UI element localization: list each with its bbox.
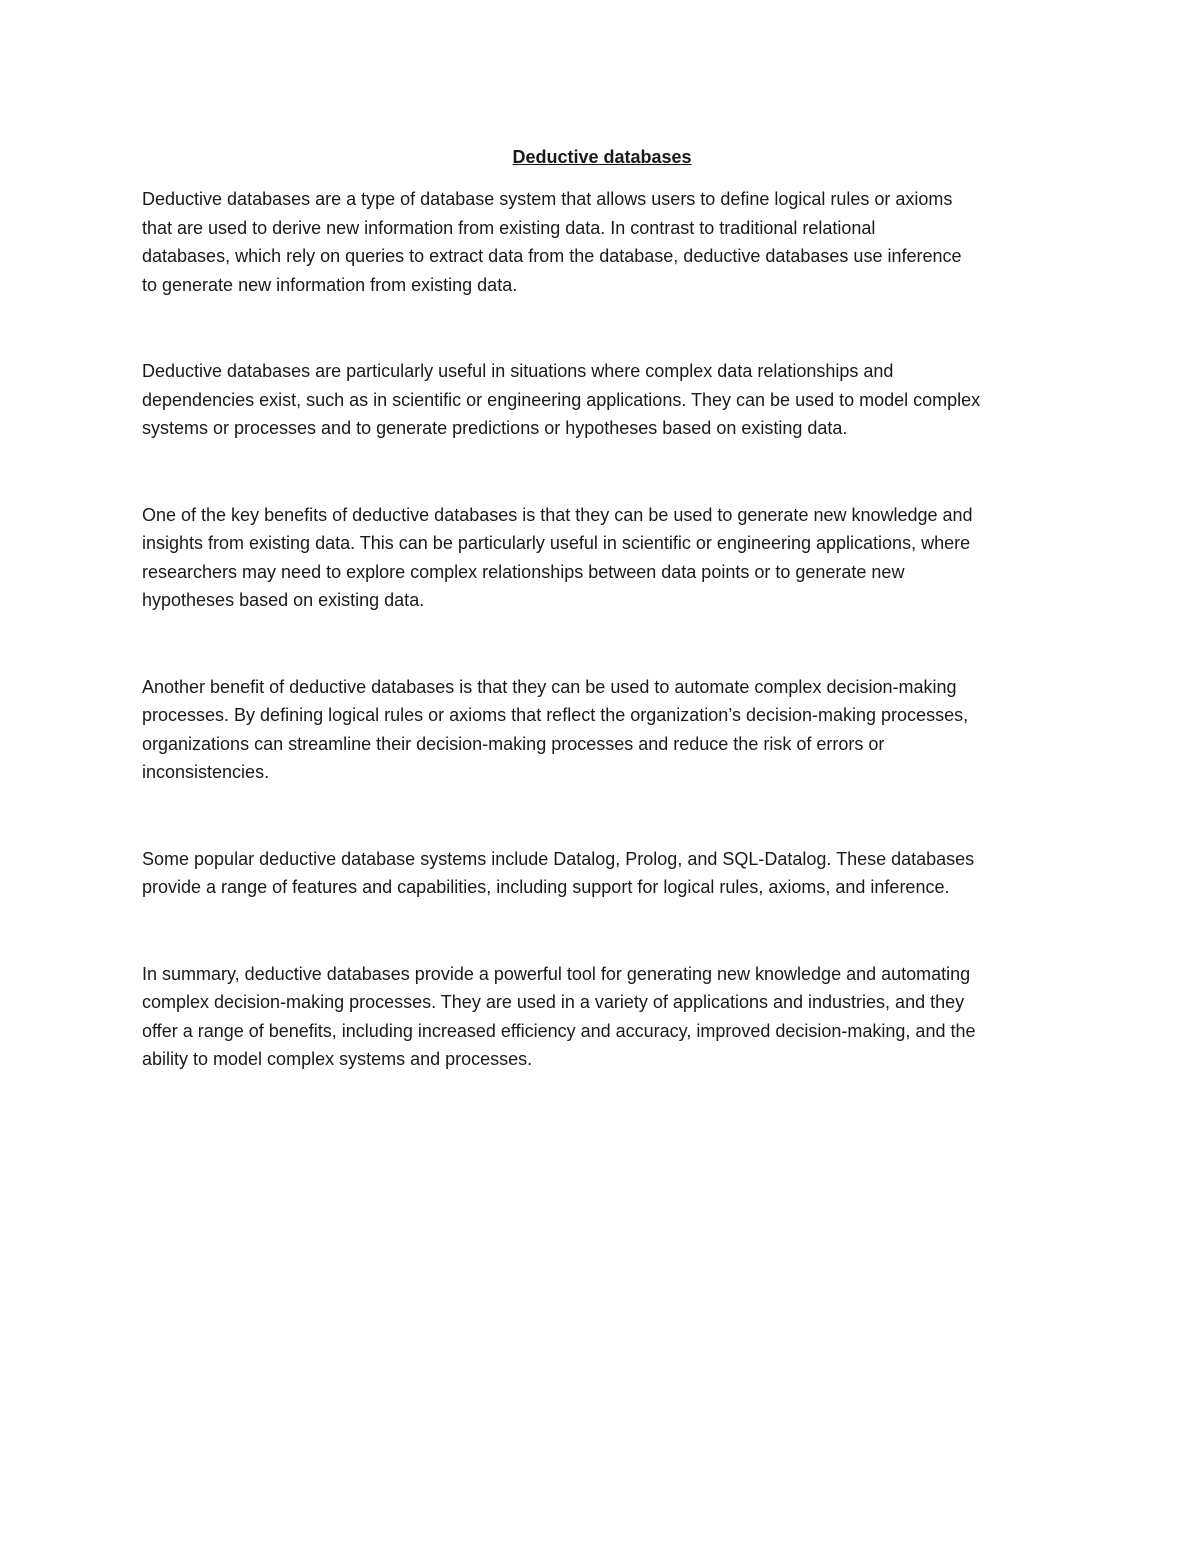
paragraph-intro [142, 185, 1062, 299]
paragraph-line: Some popular deductive database systems include Datalog, Prolog, and SQL-Datalog. These databases [142, 848, 975, 869]
paragraph-line: complex decision-making processes. They are used in a variety of applications and industries, and they [142, 992, 965, 1012]
paragraph-line: researchers may need to explore complex relationships between data points or to generate new [142, 561, 905, 582]
paragraph-line: systems or processes and to generate predictions or hypotheses based on existing data. [142, 418, 848, 438]
paragraph-line: inconsistencies. [142, 762, 270, 782]
paragraph-line: One of the key benefits of deductive databases is that they can be used to generate new knowledge and [142, 504, 973, 525]
paragraph-popular-systems [142, 845, 1062, 902]
paragraph-line: Deductive databases are particularly useful in situations where complex data relationships and [142, 361, 894, 381]
document-title: Deductive databases [512, 147, 692, 167]
paragraph-key-benefits [142, 501, 1062, 615]
paragraph-line: hypotheses based on existing data. [142, 590, 425, 610]
paragraph-automation [142, 673, 1062, 787]
paragraph-line: dependencies exist, such as in scientific or engineering applications. They can be used to model complex [142, 389, 981, 410]
paragraph-line: provide a range of features and capabilities, including support for logical rules, axioms, and inference. [142, 877, 950, 897]
paragraph-line: offer a range of benefits, including increased efficiency and accuracy, improved decision-making, and the [142, 1020, 976, 1041]
paragraph-line: Deductive databases are a type of database system that allows users to define logical rules or axioms [142, 189, 953, 209]
paragraph-line: organizations can streamline their decision-making processes and reduce the risk of errors or [142, 733, 885, 754]
paragraph-line: databases, which rely on queries to extract data from the database, deductive databases use inference [142, 246, 962, 266]
paragraph-line: ability to model complex systems and processes. [142, 1049, 533, 1069]
paragraph-summary [142, 960, 1062, 1074]
paragraph-line: processes. By defining logical rules or axioms that reflect the organization’s decision-making processes, [142, 705, 969, 725]
paragraph-line: Another benefit of deductive databases is that they can be used to automate complex decision-making [142, 676, 957, 697]
document-body [142, 143, 1062, 1132]
paragraph-line: that are used to derive new information from existing data. In contrast to traditional relational [142, 217, 876, 238]
paragraph-usefulness [142, 357, 1062, 443]
paragraph-line: In summary, deductive databases provide a powerful tool for generating new knowledge and automating [142, 963, 971, 984]
paragraph-line: insights from existing data. This can be particularly useful in scientific or engineering applications, where [142, 533, 971, 553]
paragraph-line: to generate new information from existing data. [142, 274, 518, 295]
